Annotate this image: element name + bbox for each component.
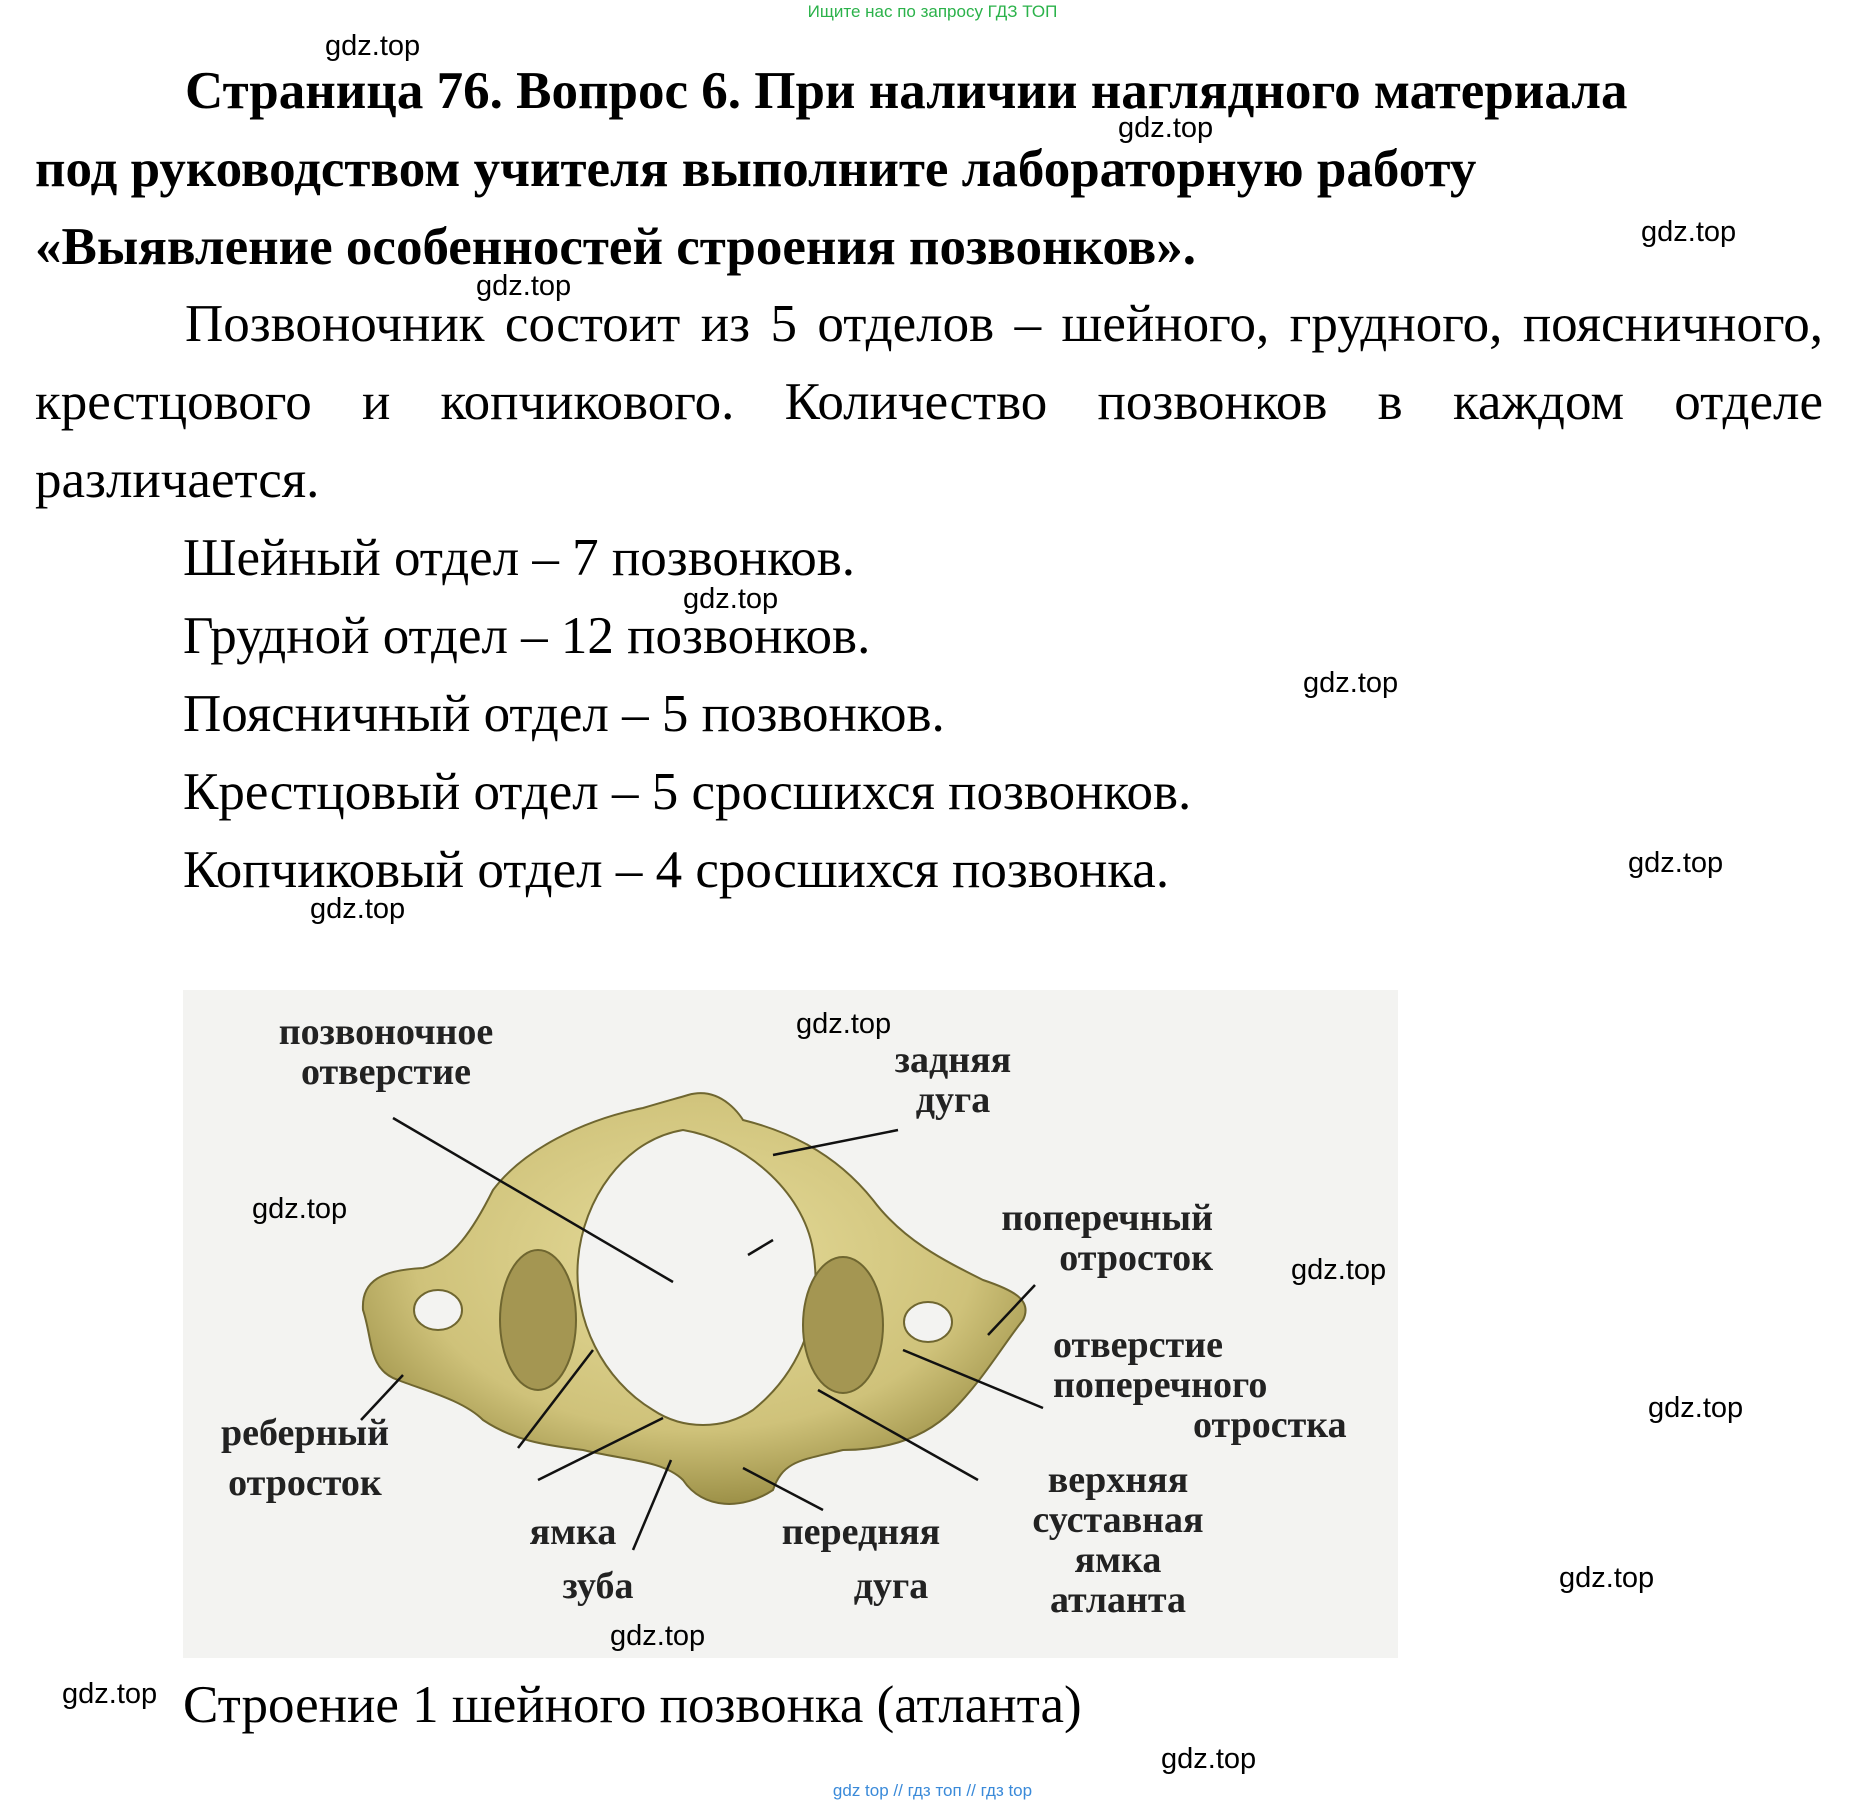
label-line: поперечный bbox=[1001, 1197, 1213, 1239]
list-item: Крестцовый отдел – 5 сросшихся позвонков. bbox=[183, 763, 1192, 821]
label-line: дуга bbox=[915, 1079, 991, 1121]
label-line: отростка bbox=[1193, 1404, 1347, 1446]
watermark: gdz.top bbox=[310, 893, 406, 925]
list-item: Грудной отдел – 12 позвонков. bbox=[183, 607, 871, 665]
watermark: gdz.top bbox=[252, 1193, 348, 1225]
label-line: позвоночное bbox=[278, 1011, 494, 1053]
left-transverse-foramen bbox=[414, 1290, 462, 1330]
label-line: поперечного bbox=[1053, 1364, 1268, 1406]
label-line: атланта bbox=[1049, 1579, 1187, 1621]
label-superior-facet bbox=[1003, 1460, 1233, 1620]
watermark: gdz.top bbox=[1291, 1254, 1387, 1286]
watermark: gdz.top bbox=[1641, 216, 1737, 248]
left-facet bbox=[500, 1250, 576, 1390]
label-line: отверстие bbox=[1053, 1324, 1223, 1366]
top-banner[interactable]: Ищите нас по запросу ГДЗ ТОП bbox=[807, 2, 1058, 21]
list-item: Копчиковый отдел – 4 сросшихся позвонка. bbox=[183, 841, 1170, 899]
label-posterior-arch bbox=[873, 1040, 1033, 1120]
label-line: верхняя bbox=[1047, 1459, 1189, 1501]
list-item: Поясничный отдел – 5 позвонков. bbox=[183, 685, 945, 743]
spine-sections-list bbox=[183, 519, 1191, 909]
atlas-figure bbox=[183, 990, 1398, 1658]
label-line: задняя bbox=[894, 1039, 1012, 1081]
label-line: дуга bbox=[853, 1565, 929, 1607]
label-line: зуба bbox=[562, 1565, 634, 1607]
paragraph-text: Позвоночник состоит из 5 отделов – шейного, грудного, поясничного, крестцового и копчикового. Количество позвонков в каждом отделе различается. bbox=[35, 295, 1823, 509]
label-transverse-process bbox=[943, 1198, 1213, 1278]
label-line: отросток bbox=[228, 1462, 382, 1504]
bottom-banner[interactable]: gdz top // гдз топ // гдз top bbox=[832, 1781, 1033, 1800]
watermark: gdz.top bbox=[1628, 847, 1724, 879]
watermark: gdz.top bbox=[796, 1008, 892, 1040]
list-item: Шейный отдел – 7 позвонков. bbox=[183, 529, 856, 587]
label-transverse-foramen bbox=[1053, 1325, 1373, 1445]
watermark: gdz.top bbox=[62, 1678, 158, 1710]
watermark: gdz.top bbox=[1118, 112, 1214, 144]
label-line: ямка bbox=[1074, 1539, 1162, 1581]
label-dens-fovea bbox=[508, 1512, 638, 1606]
watermark: gdz.top bbox=[1161, 1743, 1257, 1775]
heading-line-3: «Выявление особенностей строения позвонков». bbox=[35, 218, 1196, 276]
heading-line-1: Страница 76. Вопрос 6. При наличии наглядного материала bbox=[185, 62, 1628, 120]
label-line: отросток bbox=[1059, 1237, 1213, 1279]
label-anterior-arch bbox=[761, 1512, 961, 1606]
watermark: gdz.top bbox=[1303, 667, 1399, 699]
watermark: gdz.top bbox=[1648, 1392, 1744, 1424]
label-line: отверстие bbox=[301, 1051, 471, 1093]
watermark: gdz.top bbox=[1559, 1562, 1655, 1594]
right-facet bbox=[803, 1257, 883, 1393]
figure-caption: Строение 1 шейного позвонка (атланта) bbox=[183, 1676, 1082, 1734]
label-line: передняя bbox=[781, 1511, 941, 1553]
watermark: gdz.top bbox=[610, 1620, 706, 1652]
leader-line bbox=[633, 1460, 671, 1550]
watermark: gdz.top bbox=[476, 270, 572, 302]
label-vertebral-foramen bbox=[251, 1012, 521, 1092]
watermark: gdz.top bbox=[683, 583, 779, 615]
right-transverse-foramen bbox=[904, 1302, 952, 1342]
heading-line-2: под руководством учителя выполните лабораторную работу bbox=[35, 140, 1477, 198]
label-line: суставная bbox=[1032, 1499, 1204, 1541]
spine-paragraph bbox=[35, 285, 1823, 519]
label-costal-process bbox=[195, 1413, 415, 1503]
label-line: реберный bbox=[221, 1412, 389, 1454]
question-heading bbox=[35, 52, 1823, 286]
label-line: ямка bbox=[529, 1511, 617, 1553]
watermark: gdz.top bbox=[325, 30, 421, 62]
